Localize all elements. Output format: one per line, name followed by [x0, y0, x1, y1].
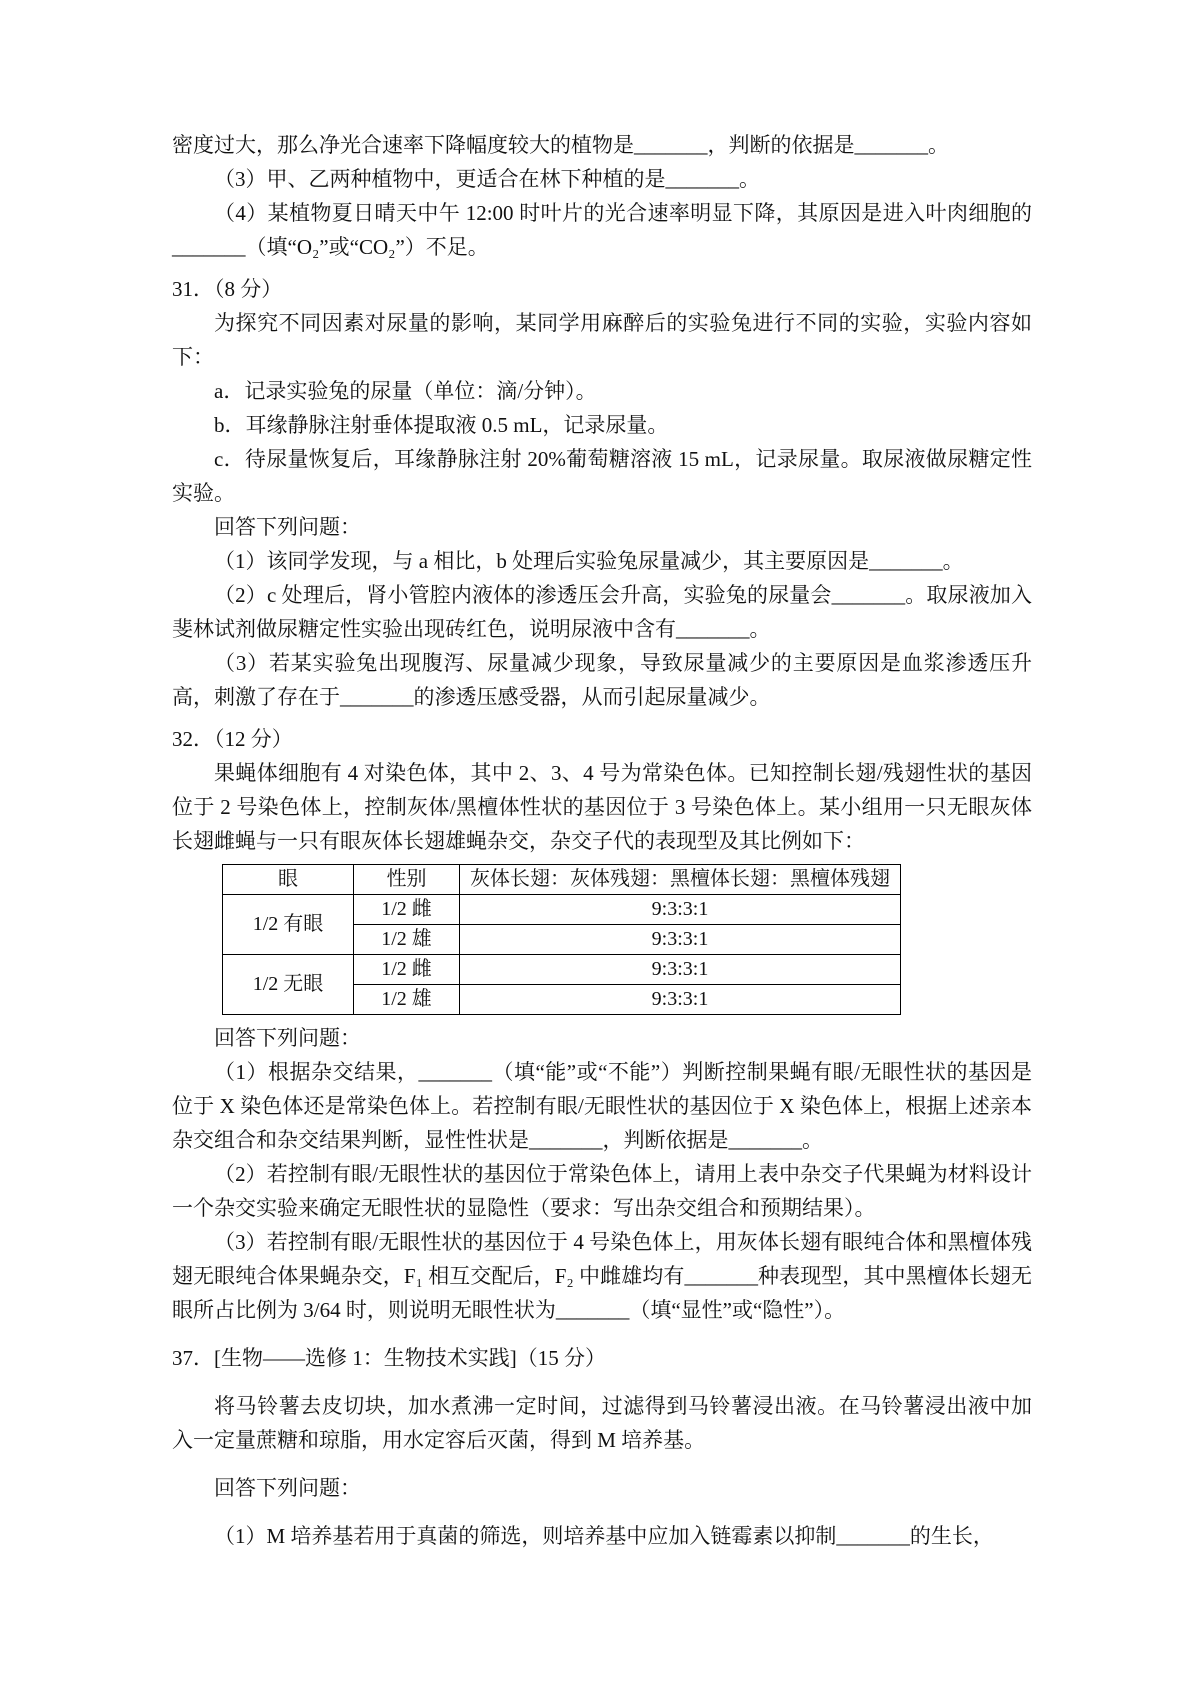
q31-number: 31．（8 分） — [172, 277, 283, 301]
q37-sub-1: （1）M 培养基若用于真菌的筛选，则培养基中应加入链霉素以抑制_______的生长， — [214, 1524, 994, 1548]
cell-eye-with: 1/2 有眼 — [223, 895, 354, 955]
q31-sub-2: （2）c 处理后，肾小管腔内液体的渗透压会升高，实验兔的尿量会_______。取尿液加入斐林试剂做尿糖定性实验出现砖红色，说明尿液中含有_______。 — [172, 583, 1032, 641]
q37-number: 37．[生物——选修 1：生物技术实践]（15 分） — [172, 1346, 606, 1370]
q30-item-4: （4）某植物夏日晴天中午 12:00 时叶片的光合速率明显下降，其原因是进入叶肉细胞的_______（填“O₂”或“CO₂”）不足。 — [172, 201, 1032, 259]
q32-sub-2: （2）若控制有眼/无眼性状的基因位于常染色体上，请用上表中杂交子代果蝇为材料设计一个杂交实验来确定无眼性状的显隐性（要求：写出杂交组合和预期结果）。 — [172, 1162, 1032, 1220]
cell-ratio: 9:3:3:1 — [460, 895, 901, 925]
table-header-row — [223, 865, 901, 895]
q30-continuation-line: 密度过大，那么净光合速率下降幅度较大的植物是_______，判断的依据是_______。 — [172, 133, 949, 157]
cell-sex: 1/2 雌 — [354, 895, 460, 925]
q31-sub-1: （1）该同学发现，与 a 相比，b 处理后实验兔尿量减少，其主要原因是_______。 — [214, 549, 964, 573]
table-row — [223, 955, 901, 985]
cell-sex: 1/2 雄 — [354, 925, 460, 955]
col-header-phenotype-ratio: 灰体长翅：灰体残翅：黑檀体长翅：黑檀体残翅 — [460, 865, 901, 895]
cell-ratio: 9:3:3:1 — [460, 955, 901, 985]
col-header-sex: 性别 — [354, 865, 460, 895]
q32-answer-prompt: 回答下列问题： — [214, 1026, 361, 1050]
q37-section — [172, 1341, 1032, 1553]
q37-answer-prompt: 回答下列问题： — [214, 1476, 361, 1500]
cell-ratio: 9:3:3:1 — [460, 925, 901, 955]
cell-sex: 1/2 雌 — [354, 955, 460, 985]
q31-item-c: c．待尿量恢复后，耳缘静脉注射 20%葡萄糖溶液 15 mL，记录尿量。取尿液做尿糖定性实验。 — [172, 447, 1032, 505]
q30-item-3: （3）甲、乙两种植物中，更适合在林下种植的是_______。 — [214, 167, 760, 191]
q32-number: 32．（12 分） — [172, 727, 293, 751]
q31-sub-3: （3）若某实验兔出现腹泻、尿量减少现象，导致尿量减少的主要原因是血浆渗透压升高，刺激了存在于_______的渗透压感受器，从而引起尿量减少。 — [172, 651, 1032, 709]
q31-item-b: b．耳缘静脉注射垂体提取液 0.5 mL，记录尿量。 — [214, 413, 669, 437]
q37-intro: 将马铃薯去皮切块，加水煮沸一定时间，过滤得到马铃薯浸出液。在马铃薯浸出液中加入一定量蔗糖和琼脂，用水定容后灭菌，得到 M 培养基。 — [172, 1394, 1032, 1452]
q32-sub-3: （3）若控制有眼/无眼性状的基因位于 4 号染色体上，用灰体长翅有眼纯合体和黑檀体残翅无眼纯合体果蝇杂交，F₁ 相互交配后，F₂ 中雌雄均有_______种表现型，其中黑檀体长翅无眼所占比例为 3/64 时，则说明无眼性状为_______（填“显性”或“隐性”）。 — [172, 1230, 1032, 1322]
cell-sex: 1/2 雄 — [354, 985, 460, 1015]
q32-sub-1: （1）根据杂交结果，_______（填“能”或“不能”）判断控制果蝇有眼/无眼性状的基因是位于 X 染色体还是常染色体上。若控制有眼/无眼性状的基因位于 X 染色体上，根据上述亲本杂交组合和杂交结果判断，显性性状是_______，判断依据是_______。 — [172, 1060, 1032, 1152]
cell-ratio: 9:3:3:1 — [460, 985, 901, 1015]
cell-eye-without: 1/2 无眼 — [223, 955, 354, 1015]
q32-intro: 果蝇体细胞有 4 对染色体，其中 2、3、4 号为常染色体。已知控制长翅/残翅性状的基因位于 2 号染色体上，控制灰体/黑檀体性状的基因位于 3 号染色体上。某小组用一只无眼灰体长翅雌蝇与一只有眼灰体长翅雄蝇杂交，杂交子代的表现型及其比例如下： — [172, 761, 1032, 853]
col-header-eye: 眼 — [223, 865, 354, 895]
cross-results-table — [222, 864, 901, 1015]
q31-item-a: a．记录实验兔的尿量（单位：滴/分钟）。 — [214, 379, 597, 403]
table-row — [223, 895, 901, 925]
q31-answer-prompt: 回答下列问题： — [214, 515, 361, 539]
q31-intro: 为探究不同因素对尿量的影响，某同学用麻醉后的实验兔进行不同的实验，实验内容如下： — [172, 311, 1032, 369]
